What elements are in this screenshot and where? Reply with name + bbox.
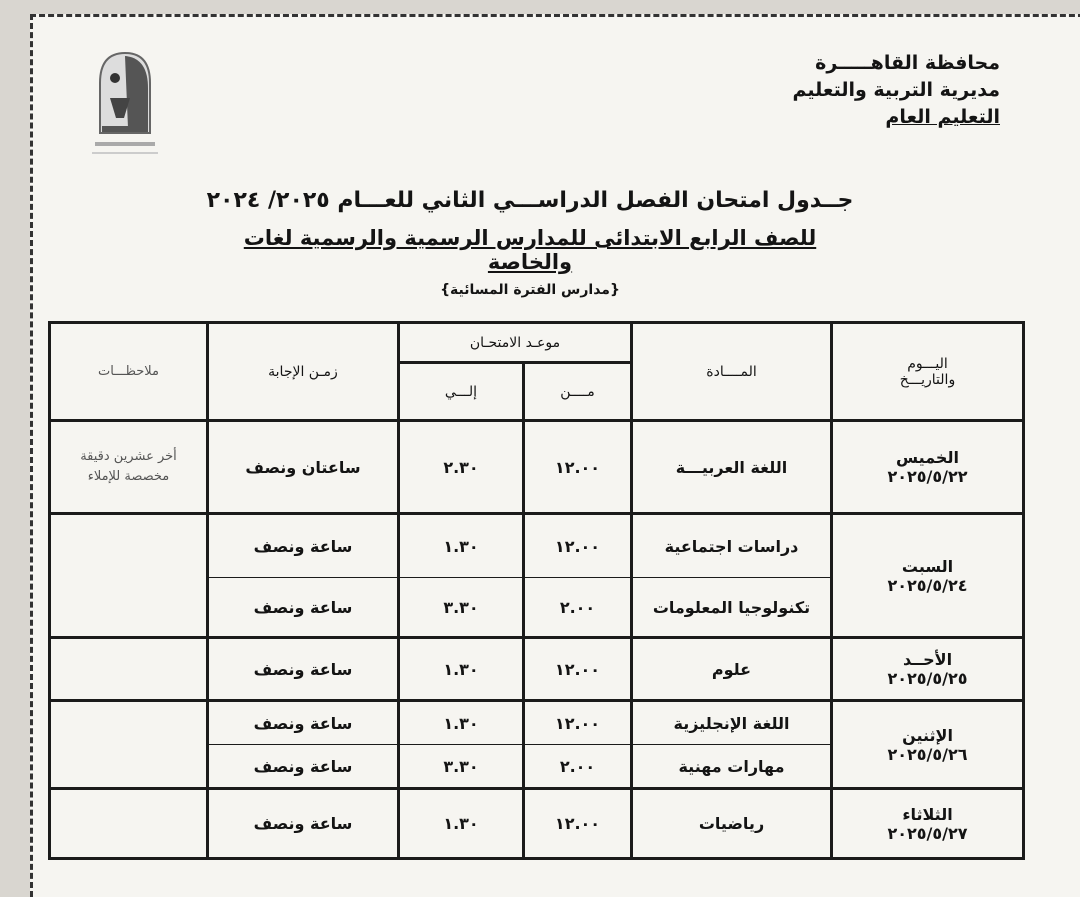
notes-cell: [50, 789, 208, 859]
notes-cell: [50, 701, 208, 789]
day-cell: الخميس ٢٠٢٥/٥/٢٢: [832, 421, 1024, 514]
to-cell: ١.٣٠: [399, 789, 524, 859]
header-day-date: اليـــوم والتاريـــخ: [832, 323, 1024, 421]
directorate: مديرية التربية والتعليم: [792, 79, 1000, 101]
from-cell: ١٢.٠٠: [524, 514, 632, 578]
schedule-subtitle: للصف الرابع الابتدائى للمدارس الرسمية والرسمية لغات والخاصة: [243, 226, 817, 274]
department: التعليم العام: [885, 106, 1000, 128]
subject-cell: اللغة العربيـــة: [632, 421, 832, 514]
subject-cell: مهارات مهنية: [632, 745, 832, 789]
schedule-title: [200, 188, 860, 213]
to-cell: ١.٣٠: [399, 514, 524, 578]
ministry-logo: [80, 48, 170, 168]
from-cell: ١٢.٠٠: [524, 701, 632, 745]
table-row: [50, 514, 1024, 578]
duration-cell: ساعة ونصف: [208, 638, 399, 701]
duration-cell: ساعة ونصف: [208, 789, 399, 859]
exam-schedule-table: [48, 321, 1025, 860]
notes-cell: [50, 514, 208, 638]
subject-cell: علوم: [632, 638, 832, 701]
day-cell: السبت ٢٠٢٥/٥/٢٤: [832, 514, 1024, 638]
from-cell: ٢.٠٠: [524, 578, 632, 638]
header-notes: ملاحظـــات: [50, 323, 208, 421]
table-row: [50, 421, 1024, 514]
from-cell: ١٢.٠٠: [524, 421, 632, 514]
subject-cell: رياضيات: [632, 789, 832, 859]
duration-cell: ساعة ونصف: [208, 745, 399, 789]
duration-cell: ساعة ونصف: [208, 514, 399, 578]
to-cell: ٢.٣٠: [399, 421, 524, 514]
header-to: إلـــي: [399, 363, 524, 421]
from-cell: ٢.٠٠: [524, 745, 632, 789]
duration-cell: ساعتان ونصف: [208, 421, 399, 514]
duration-cell: ساعة ونصف: [208, 578, 399, 638]
title-year: ٢٠٢٥/ ٢٠٢٤: [206, 188, 330, 213]
header-duration: زمـن الإجابة: [208, 323, 399, 421]
table-row: [50, 789, 1024, 859]
subject-cell: تكنولوجيا المعلومات: [632, 578, 832, 638]
to-cell: ١.٣٠: [399, 638, 524, 701]
session-label: {مدارس الفترة المسائية}: [440, 282, 620, 298]
to-cell: ٣.٣٠: [399, 745, 524, 789]
title-text: جــدول امتحان الفصل الدراســـي الثاني للعـــام: [337, 188, 854, 213]
governorate: محافظة القاهـــــرة: [815, 52, 1000, 74]
notes-cell: أخر عشرين دقيقة مخصصة للإملاء: [50, 421, 208, 514]
day-cell: الثلاثاء ٢٠٢٥/٥/٢٧: [832, 789, 1024, 859]
header-from: مــــن: [524, 363, 632, 421]
to-cell: ٣.٣٠: [399, 578, 524, 638]
header-subject: المــــادة: [632, 323, 832, 421]
duration-cell: ساعة ونصف: [208, 701, 399, 745]
table-row: [50, 701, 1024, 745]
day-cell: الإثنين ٢٠٢٥/٥/٢٦: [832, 701, 1024, 789]
subject-cell: اللغة الإنجليزية: [632, 701, 832, 745]
from-cell: ١٢.٠٠: [524, 638, 632, 701]
notes-cell: [50, 638, 208, 701]
from-cell: ١٢.٠٠: [524, 789, 632, 859]
letterhead: [792, 50, 1000, 131]
table-row: [50, 638, 1024, 701]
to-cell: ١.٣٠: [399, 701, 524, 745]
header-exam-time: موعـد الامتحـان: [399, 323, 632, 363]
subject-cell: دراسات اجتماعية: [632, 514, 832, 578]
day-cell: الأحــد ٢٠٢٥/٥/٢٥: [832, 638, 1024, 701]
